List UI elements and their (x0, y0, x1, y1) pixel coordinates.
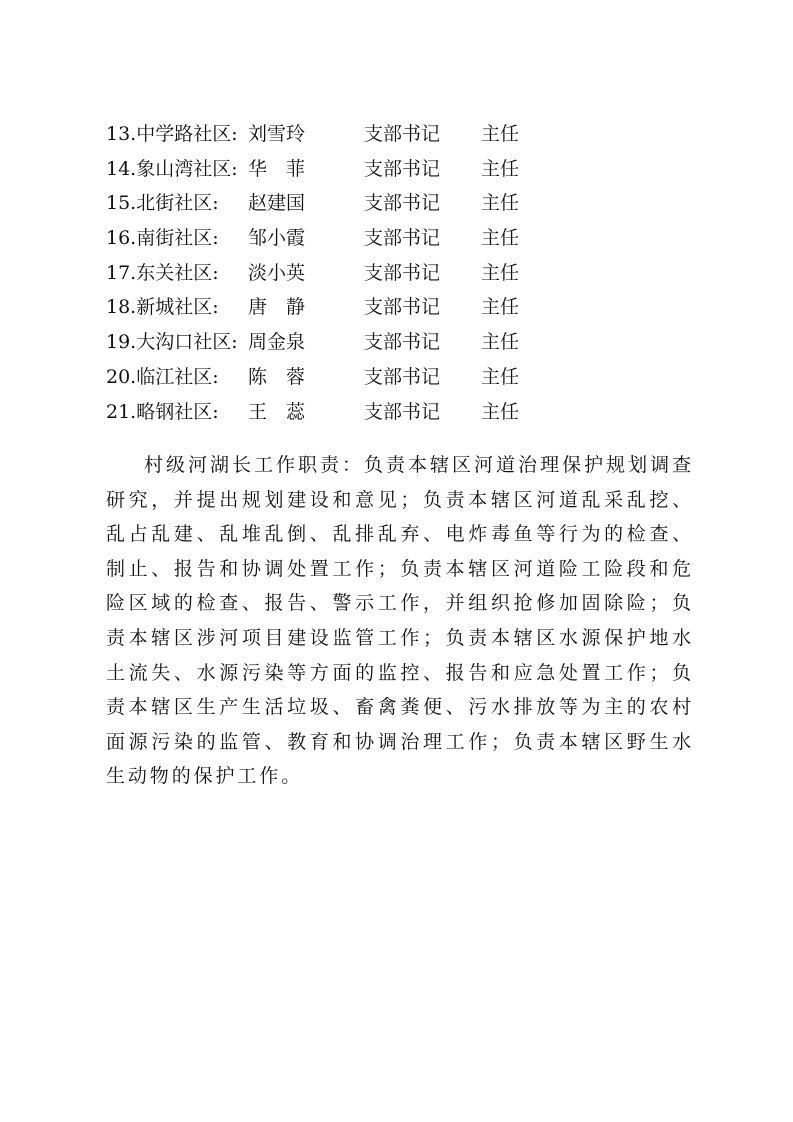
person-name: 周金泉 (248, 331, 306, 354)
community-name: 17.东关社区: (106, 261, 219, 284)
person-name: 赵建国 (248, 192, 306, 215)
title-label: 主任 (481, 331, 520, 354)
person-name: 陈 蓉 (248, 365, 306, 388)
roster-row (106, 290, 706, 325)
community-name: 15.北街社区: (106, 192, 219, 215)
roster-row (106, 186, 706, 221)
person-name: 唐 静 (248, 296, 306, 319)
role-label: 支部书记 (364, 123, 441, 145)
community-name: 19.大沟口社区: (106, 331, 238, 354)
roster-row (106, 360, 706, 395)
person-name: 王 蕊 (248, 400, 306, 423)
role-label: 支部书记 (364, 261, 441, 284)
title-label: 主任 (481, 227, 520, 250)
roster-row (106, 256, 706, 291)
title-label: 主任 (481, 157, 520, 180)
title-label: 主任 (481, 296, 520, 319)
title-label: 主任 (481, 261, 520, 284)
community-name: 14.象山湾社区: (106, 157, 238, 180)
roster-row (106, 221, 706, 256)
title-label: 主任 (481, 365, 520, 388)
title-label: 主任 (481, 123, 520, 145)
community-name: 13.中学路社区: (106, 123, 238, 145)
roster-row (106, 395, 706, 430)
role-label: 支部书记 (364, 227, 441, 250)
person-name: 淡小英 (248, 261, 306, 284)
roster-row (106, 152, 706, 187)
role-label: 支部书记 (364, 296, 441, 319)
duties-paragraph: 村级河湖长工作职责：负责本辖区河道治理保护规划调查研究，并提出规划建设和意见；负责本辖区河道乱采乱挖、乱占乱建、乱堆乱倒、乱排乱弃、电炸毒鱼等行为的检查、制止、报告和协调处置工作；负责本辖区河道险工险段和危险区域的检查、报告、警示工作，并组织抢修加固除险；负责本辖区涉河项目建设监管工作；负责本辖区水源保护地水土流失、水源污染等方面的监控、报告和应急处置工作；负责本辖区生产生活垃圾、畜禽粪便、污水排放等为主的农村面源污染的监管、教育和协调治理工作；负责本辖区野生水生动物的保护工作。 (106, 454, 694, 788)
community-name: 18.新城社区: (106, 296, 219, 319)
community-roster (106, 117, 706, 429)
title-label: 主任 (481, 400, 520, 423)
community-name: 16.南街社区: (106, 227, 219, 250)
roster-row (106, 117, 706, 152)
community-name: 20.临江社区: (106, 365, 219, 388)
role-label: 支部书记 (364, 157, 441, 180)
person-name: 刘雪玲 (248, 123, 306, 145)
role-label: 支部书记 (364, 331, 441, 354)
role-label: 支部书记 (364, 192, 441, 215)
role-label: 支部书记 (364, 365, 441, 388)
community-name: 21.略钢社区: (106, 400, 219, 423)
role-label: 支部书记 (364, 400, 441, 423)
roster-row (106, 325, 706, 360)
person-name: 华 菲 (248, 157, 306, 180)
person-name: 邹小霞 (248, 227, 306, 250)
title-label: 主任 (481, 192, 520, 215)
